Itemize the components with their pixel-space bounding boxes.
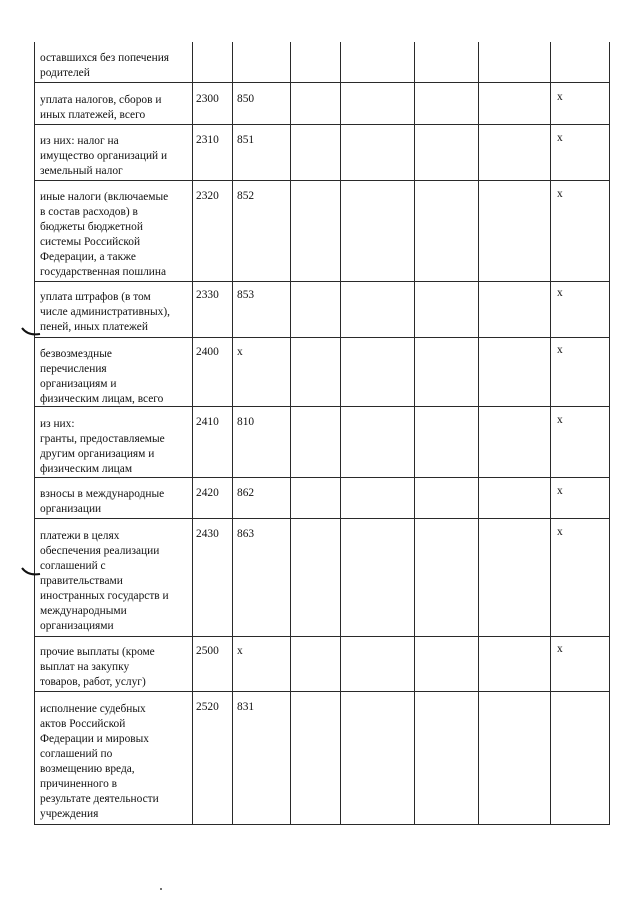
row-code: 2430	[196, 528, 219, 540]
table-border-right	[609, 42, 610, 825]
row-code: 2420	[196, 487, 219, 499]
row-divider	[34, 281, 610, 282]
row-code: 2310	[196, 134, 219, 146]
row-description: прочие выплаты (кроме выплат на закупку товаров, работ, услуг)	[40, 646, 155, 688]
row-kbk: 862	[237, 487, 255, 499]
row-divider	[34, 691, 610, 692]
row-kbk: x	[237, 346, 243, 358]
column-divider	[414, 42, 415, 825]
row-kbk: 863	[237, 528, 255, 540]
row-kbk: 851	[237, 134, 255, 146]
row-kbk: 850	[237, 93, 255, 105]
row-description: иные налоги (включаемые в состав расходов) в бюджеты бюджетной системы Российской Федерации, а также государственная пошлина	[40, 191, 169, 278]
row-x-mark: x	[557, 287, 563, 299]
column-divider-code	[192, 42, 193, 825]
row-description: оставшихся без попечения родителей	[40, 52, 170, 79]
column-divider	[478, 42, 479, 825]
column-divider	[340, 42, 341, 825]
row-kbk: 853	[237, 289, 255, 301]
row-divider	[34, 337, 610, 338]
column-divider-kbk	[232, 42, 233, 825]
row-x-mark: x	[557, 344, 563, 356]
row-x-mark: x	[557, 414, 563, 426]
row-description: из них: гранты, предоставляемые другим организациям и физическим лицам	[40, 418, 165, 475]
margin-arc-mark	[20, 326, 44, 338]
row-code: 2500	[196, 645, 219, 657]
row-divider	[34, 180, 610, 181]
row-divider	[34, 82, 610, 83]
row-kbk: 852	[237, 190, 255, 202]
column-divider	[290, 42, 291, 825]
row-kbk: 831	[237, 701, 255, 713]
row-x-mark: x	[557, 132, 563, 144]
row-description: уплата штрафов (в том числе административных), пеней, иных платежей	[40, 291, 170, 333]
column-divider	[550, 42, 551, 825]
row-code: 2330	[196, 289, 219, 301]
row-description: из них: налог на имущество организаций и земельный налог	[40, 135, 168, 177]
scan-speck	[160, 888, 162, 890]
row-description: взносы в международные организации	[40, 488, 165, 515]
row-description: платежи в целях обеспечения реализации соглашений с правительствами иностранных государств и международными организациями	[40, 530, 169, 632]
row-divider	[34, 124, 610, 125]
row-code: 2400	[196, 346, 219, 358]
row-code: 2300	[196, 93, 219, 105]
table-border-left	[34, 42, 35, 825]
row-x-mark: x	[557, 643, 563, 655]
margin-arc-mark	[20, 566, 44, 578]
row-x-mark: x	[557, 91, 563, 103]
row-x-mark: x	[557, 188, 563, 200]
row-code: 2320	[196, 190, 219, 202]
row-divider	[34, 518, 610, 519]
row-x-mark: x	[557, 526, 563, 538]
row-code: 2520	[196, 701, 219, 713]
row-kbk: x	[237, 645, 243, 657]
row-description: уплата налогов, сборов и иных платежей, всего	[40, 94, 162, 121]
table-border-bottom	[34, 824, 610, 825]
row-divider	[34, 477, 610, 478]
row-divider	[34, 636, 610, 637]
row-kbk: 810	[237, 416, 255, 428]
row-description: безвозмездные перечисления организациям и физическим лицам, всего	[40, 348, 164, 405]
row-description: исполнение судебных актов Российской Федерации и мировых соглашений по возмещению вреда, причиненного в результате деятельности учреждения	[40, 703, 159, 820]
row-x-mark: x	[557, 485, 563, 497]
row-code: 2410	[196, 416, 219, 428]
